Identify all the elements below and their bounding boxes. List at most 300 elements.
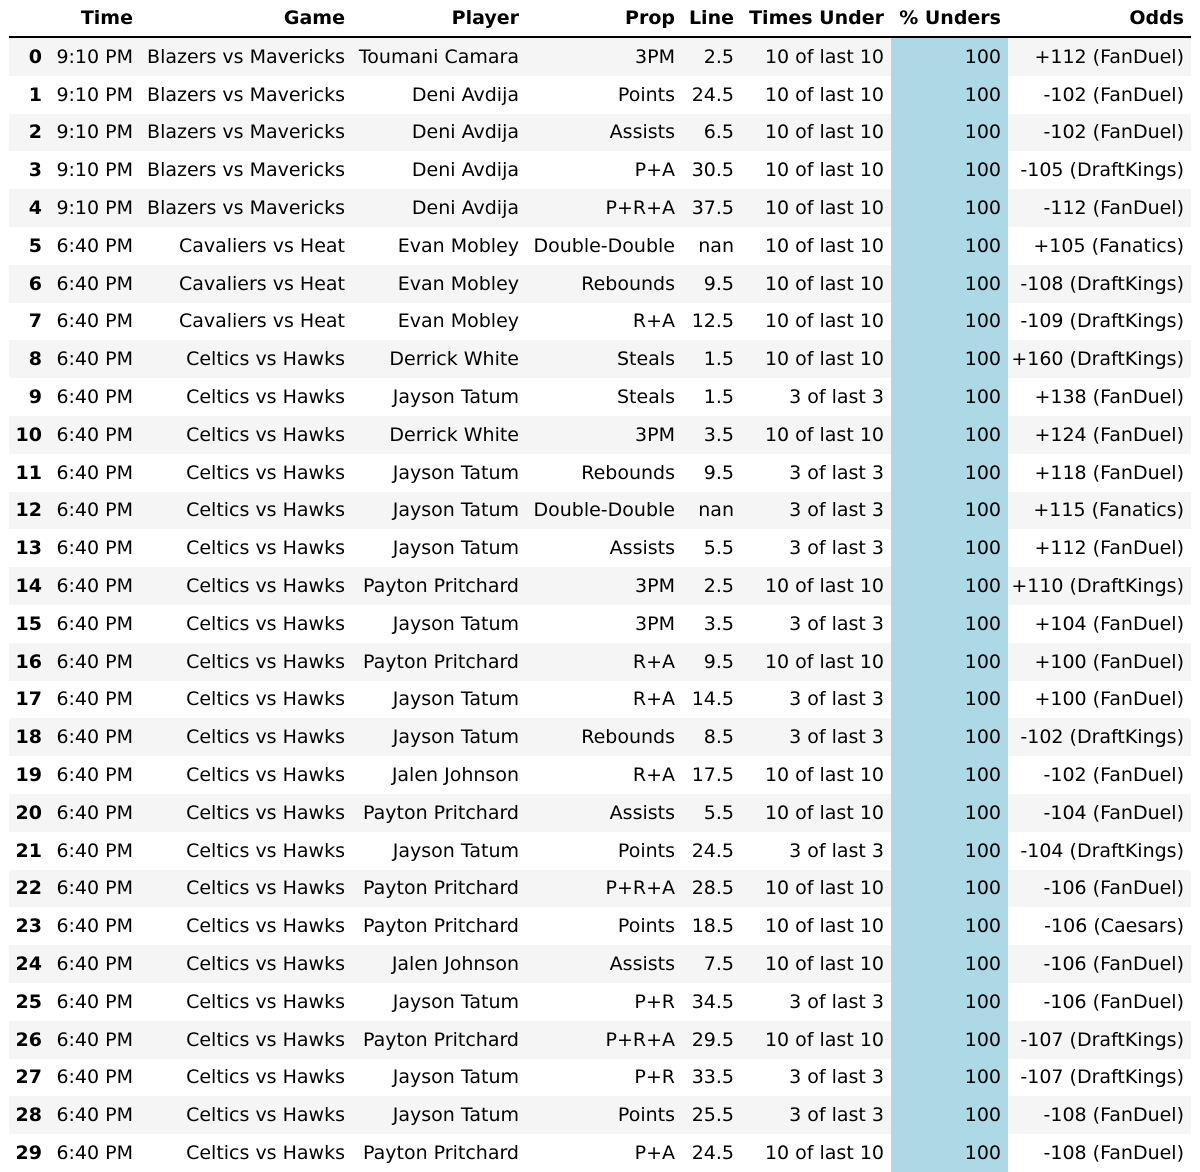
prop-cell: R+A <box>526 303 682 341</box>
prop-cell: Points <box>526 832 682 870</box>
times-under-cell: 10 of last 10 <box>741 907 891 945</box>
time-cell: 6:40 PM <box>49 378 140 416</box>
times-under-cell: 3 of last 3 <box>741 983 891 1021</box>
row-index: 16 <box>9 643 49 681</box>
row-index: 15 <box>9 605 49 643</box>
row-index: 10 <box>9 416 49 454</box>
table-row <box>9 189 1191 227</box>
time-cell: 6:40 PM <box>49 832 140 870</box>
prop-cell: P+R+A <box>526 189 682 227</box>
pct-unders-cell: 100 <box>891 76 1008 114</box>
table-row <box>9 832 1191 870</box>
game-cell: Celtics vs Hawks <box>140 567 352 605</box>
row-index: 26 <box>9 1021 49 1059</box>
line-cell: 24.5 <box>682 1134 741 1172</box>
table-row <box>9 794 1191 832</box>
game-cell: Celtics vs Hawks <box>140 340 352 378</box>
player-cell: Derrick White <box>352 340 526 378</box>
line-cell: 34.5 <box>682 983 741 1021</box>
player-cell: Deni Avdija <box>352 114 526 152</box>
player-cell: Evan Mobley <box>352 227 526 265</box>
line-cell: 12.5 <box>682 303 741 341</box>
times-under-cell: 10 of last 10 <box>741 756 891 794</box>
row-index: 0 <box>9 37 49 76</box>
pct-unders-cell: 100 <box>891 303 1008 341</box>
game-cell: Celtics vs Hawks <box>140 907 352 945</box>
times-under-cell: 10 of last 10 <box>741 37 891 76</box>
table-row <box>9 416 1191 454</box>
times-under-cell: 3 of last 3 <box>741 1059 891 1097</box>
pct-unders-cell: 100 <box>891 265 1008 303</box>
pct-unders-cell: 100 <box>891 416 1008 454</box>
line-cell: 1.5 <box>682 340 741 378</box>
table-row <box>9 492 1191 530</box>
player-cell: Jayson Tatum <box>352 529 526 567</box>
game-cell: Celtics vs Hawks <box>140 1134 352 1172</box>
prop-cell: R+A <box>526 681 682 719</box>
time-cell: 6:40 PM <box>49 454 140 492</box>
row-index: 2 <box>9 114 49 152</box>
row-index: 28 <box>9 1096 49 1134</box>
time-cell: 9:10 PM <box>49 76 140 114</box>
game-cell: Celtics vs Hawks <box>140 1059 352 1097</box>
row-index: 14 <box>9 567 49 605</box>
pct-unders-cell: 100 <box>891 832 1008 870</box>
player-cell: Jalen Johnson <box>352 756 526 794</box>
time-cell: 9:10 PM <box>49 37 140 76</box>
pct-unders-cell: 100 <box>891 907 1008 945</box>
prop-cell: 3PM <box>526 416 682 454</box>
odds-cell: +138 (FanDuel) <box>1008 378 1191 416</box>
line-cell: 5.5 <box>682 794 741 832</box>
table-body <box>9 37 1191 1172</box>
game-cell: Celtics vs Hawks <box>140 794 352 832</box>
table-row <box>9 303 1191 341</box>
table-row <box>9 1096 1191 1134</box>
times-under-cell: 3 of last 3 <box>741 492 891 530</box>
table-row <box>9 945 1191 983</box>
odds-cell: -112 (FanDuel) <box>1008 189 1191 227</box>
row-index: 27 <box>9 1059 49 1097</box>
player-cell: Payton Pritchard <box>352 643 526 681</box>
player-cell: Jayson Tatum <box>352 454 526 492</box>
props-table <box>9 0 1191 1172</box>
game-cell: Blazers vs Mavericks <box>140 114 352 152</box>
pct-unders-cell: 100 <box>891 718 1008 756</box>
times-under-cell: 10 of last 10 <box>741 265 891 303</box>
pct-unders-cell: 100 <box>891 340 1008 378</box>
game-cell: Celtics vs Hawks <box>140 643 352 681</box>
time-cell: 6:40 PM <box>49 718 140 756</box>
game-cell: Cavaliers vs Heat <box>140 227 352 265</box>
table-row <box>9 529 1191 567</box>
header-odds: Odds <box>1008 0 1191 37</box>
game-cell: Blazers vs Mavericks <box>140 151 352 189</box>
pct-unders-cell: 100 <box>891 1134 1008 1172</box>
row-index: 9 <box>9 378 49 416</box>
player-cell: Jayson Tatum <box>352 832 526 870</box>
prop-cell: Assists <box>526 529 682 567</box>
odds-cell: -108 (DraftKings) <box>1008 265 1191 303</box>
game-cell: Blazers vs Mavericks <box>140 76 352 114</box>
pct-unders-cell: 100 <box>891 454 1008 492</box>
prop-cell: R+A <box>526 756 682 794</box>
row-index: 20 <box>9 794 49 832</box>
row-index: 1 <box>9 76 49 114</box>
pct-unders-cell: 100 <box>891 643 1008 681</box>
prop-cell: 3PM <box>526 37 682 76</box>
pct-unders-cell: 100 <box>891 151 1008 189</box>
odds-cell: -102 (FanDuel) <box>1008 114 1191 152</box>
prop-cell: P+R <box>526 1059 682 1097</box>
row-index: 13 <box>9 529 49 567</box>
odds-cell: -107 (DraftKings) <box>1008 1059 1191 1097</box>
time-cell: 6:40 PM <box>49 643 140 681</box>
game-cell: Cavaliers vs Heat <box>140 303 352 341</box>
pct-unders-cell: 100 <box>891 1059 1008 1097</box>
prop-cell: 3PM <box>526 605 682 643</box>
game-cell: Celtics vs Hawks <box>140 1021 352 1059</box>
row-index: 29 <box>9 1134 49 1172</box>
time-cell: 6:40 PM <box>49 983 140 1021</box>
row-index: 3 <box>9 151 49 189</box>
prop-cell: Steals <box>526 378 682 416</box>
time-cell: 6:40 PM <box>49 756 140 794</box>
player-cell: Jayson Tatum <box>352 718 526 756</box>
times-under-cell: 10 of last 10 <box>741 114 891 152</box>
row-index: 5 <box>9 227 49 265</box>
time-cell: 9:10 PM <box>49 189 140 227</box>
pct-unders-cell: 100 <box>891 492 1008 530</box>
line-cell: 24.5 <box>682 832 741 870</box>
prop-cell: Double-Double <box>526 227 682 265</box>
pct-unders-cell: 100 <box>891 794 1008 832</box>
odds-cell: +160 (DraftKings) <box>1008 340 1191 378</box>
prop-cell: Points <box>526 76 682 114</box>
line-cell: 1.5 <box>682 378 741 416</box>
prop-cell: P+R+A <box>526 1021 682 1059</box>
time-cell: 9:10 PM <box>49 114 140 152</box>
times-under-cell: 10 of last 10 <box>741 151 891 189</box>
line-cell: 30.5 <box>682 151 741 189</box>
time-cell: 6:40 PM <box>49 1096 140 1134</box>
odds-cell: +112 (FanDuel) <box>1008 37 1191 76</box>
times-under-cell: 3 of last 3 <box>741 832 891 870</box>
table-row <box>9 227 1191 265</box>
line-cell: 7.5 <box>682 945 741 983</box>
times-under-cell: 10 of last 10 <box>741 227 891 265</box>
player-cell: Deni Avdija <box>352 189 526 227</box>
table-row <box>9 454 1191 492</box>
player-cell: Payton Pritchard <box>352 794 526 832</box>
table-row <box>9 265 1191 303</box>
odds-cell: -102 (DraftKings) <box>1008 718 1191 756</box>
player-cell: Payton Pritchard <box>352 1134 526 1172</box>
line-cell: 25.5 <box>682 1096 741 1134</box>
header-times-under: Times Under <box>741 0 891 37</box>
table-row <box>9 718 1191 756</box>
odds-cell: -102 (FanDuel) <box>1008 756 1191 794</box>
odds-cell: -109 (DraftKings) <box>1008 303 1191 341</box>
game-cell: Celtics vs Hawks <box>140 605 352 643</box>
time-cell: 6:40 PM <box>49 492 140 530</box>
table-row <box>9 76 1191 114</box>
game-cell: Celtics vs Hawks <box>140 529 352 567</box>
odds-cell: -108 (FanDuel) <box>1008 1134 1191 1172</box>
line-cell: 8.5 <box>682 718 741 756</box>
prop-cell: R+A <box>526 643 682 681</box>
row-index: 23 <box>9 907 49 945</box>
line-cell: 9.5 <box>682 265 741 303</box>
row-index: 24 <box>9 945 49 983</box>
prop-cell: P+R <box>526 983 682 1021</box>
prop-cell: P+A <box>526 151 682 189</box>
game-cell: Celtics vs Hawks <box>140 756 352 794</box>
times-under-cell: 10 of last 10 <box>741 794 891 832</box>
time-cell: 6:40 PM <box>49 907 140 945</box>
odds-cell: -104 (FanDuel) <box>1008 794 1191 832</box>
pct-unders-cell: 100 <box>891 983 1008 1021</box>
time-cell: 6:40 PM <box>49 945 140 983</box>
table-row <box>9 1134 1191 1172</box>
prop-cell: Points <box>526 907 682 945</box>
pct-unders-cell: 100 <box>891 529 1008 567</box>
line-cell: 9.5 <box>682 643 741 681</box>
prop-cell: Rebounds <box>526 265 682 303</box>
game-cell: Celtics vs Hawks <box>140 870 352 908</box>
odds-cell: -105 (DraftKings) <box>1008 151 1191 189</box>
table-row <box>9 567 1191 605</box>
player-cell: Jayson Tatum <box>352 378 526 416</box>
player-cell: Jayson Tatum <box>352 681 526 719</box>
header-prop: Prop <box>526 0 682 37</box>
header-line: Line <box>682 0 741 37</box>
game-cell: Blazers vs Mavericks <box>140 37 352 76</box>
line-cell: 3.5 <box>682 605 741 643</box>
times-under-cell: 10 of last 10 <box>741 340 891 378</box>
table-row <box>9 756 1191 794</box>
times-under-cell: 3 of last 3 <box>741 1096 891 1134</box>
game-cell: Blazers vs Mavericks <box>140 189 352 227</box>
odds-cell: +118 (FanDuel) <box>1008 454 1191 492</box>
pct-unders-cell: 100 <box>891 605 1008 643</box>
player-cell: Jayson Tatum <box>352 1059 526 1097</box>
pct-unders-cell: 100 <box>891 945 1008 983</box>
time-cell: 6:40 PM <box>49 416 140 454</box>
line-cell: 14.5 <box>682 681 741 719</box>
times-under-cell: 10 of last 10 <box>741 416 891 454</box>
line-cell: 9.5 <box>682 454 741 492</box>
prop-cell: P+A <box>526 1134 682 1172</box>
player-cell: Jayson Tatum <box>352 605 526 643</box>
times-under-cell: 3 of last 3 <box>741 681 891 719</box>
odds-cell: -102 (FanDuel) <box>1008 76 1191 114</box>
prop-cell: Points <box>526 1096 682 1134</box>
player-cell: Deni Avdija <box>352 76 526 114</box>
player-cell: Jayson Tatum <box>352 983 526 1021</box>
pct-unders-cell: 100 <box>891 114 1008 152</box>
odds-cell: -106 (FanDuel) <box>1008 983 1191 1021</box>
header-pct-unders: % Unders <box>891 0 1008 37</box>
pct-unders-cell: 100 <box>891 37 1008 76</box>
pct-unders-cell: 100 <box>891 227 1008 265</box>
time-cell: 6:40 PM <box>49 1059 140 1097</box>
line-cell: 2.5 <box>682 37 741 76</box>
row-index: 18 <box>9 718 49 756</box>
pct-unders-cell: 100 <box>891 681 1008 719</box>
row-index: 11 <box>9 454 49 492</box>
times-under-cell: 10 of last 10 <box>741 76 891 114</box>
game-cell: Celtics vs Hawks <box>140 492 352 530</box>
game-cell: Celtics vs Hawks <box>140 718 352 756</box>
table-row <box>9 37 1191 76</box>
pct-unders-cell: 100 <box>891 756 1008 794</box>
row-index: 12 <box>9 492 49 530</box>
pct-unders-cell: 100 <box>891 1021 1008 1059</box>
header-index <box>9 0 49 37</box>
player-cell: Payton Pritchard <box>352 567 526 605</box>
time-cell: 9:10 PM <box>49 151 140 189</box>
odds-cell: -108 (FanDuel) <box>1008 1096 1191 1134</box>
player-cell: Jayson Tatum <box>352 492 526 530</box>
times-under-cell: 10 of last 10 <box>741 870 891 908</box>
time-cell: 6:40 PM <box>49 794 140 832</box>
times-under-cell: 10 of last 10 <box>741 1134 891 1172</box>
time-cell: 6:40 PM <box>49 681 140 719</box>
row-index: 25 <box>9 983 49 1021</box>
line-cell: 37.5 <box>682 189 741 227</box>
time-cell: 6:40 PM <box>49 265 140 303</box>
player-cell: Deni Avdija <box>352 151 526 189</box>
prop-cell: Assists <box>526 114 682 152</box>
odds-cell: +104 (FanDuel) <box>1008 605 1191 643</box>
line-cell: 24.5 <box>682 76 741 114</box>
odds-cell: -106 (Caesars) <box>1008 907 1191 945</box>
odds-cell: +124 (FanDuel) <box>1008 416 1191 454</box>
times-under-cell: 10 of last 10 <box>741 567 891 605</box>
times-under-cell: 10 of last 10 <box>741 945 891 983</box>
prop-cell: P+R+A <box>526 870 682 908</box>
game-cell: Celtics vs Hawks <box>140 832 352 870</box>
header-game: Game <box>140 0 352 37</box>
table-row <box>9 1021 1191 1059</box>
header-time: Time <box>49 0 140 37</box>
prop-cell: Double-Double <box>526 492 682 530</box>
pct-unders-cell: 100 <box>891 189 1008 227</box>
odds-cell: +100 (FanDuel) <box>1008 681 1191 719</box>
odds-cell: +110 (DraftKings) <box>1008 567 1191 605</box>
odds-cell: -106 (FanDuel) <box>1008 945 1191 983</box>
game-cell: Celtics vs Hawks <box>140 681 352 719</box>
table-row <box>9 114 1191 152</box>
row-index: 8 <box>9 340 49 378</box>
line-cell: 18.5 <box>682 907 741 945</box>
time-cell: 6:40 PM <box>49 340 140 378</box>
time-cell: 6:40 PM <box>49 605 140 643</box>
game-cell: Celtics vs Hawks <box>140 945 352 983</box>
odds-cell: +112 (FanDuel) <box>1008 529 1191 567</box>
times-under-cell: 3 of last 3 <box>741 454 891 492</box>
game-cell: Cavaliers vs Heat <box>140 265 352 303</box>
times-under-cell: 10 of last 10 <box>741 643 891 681</box>
times-under-cell: 10 of last 10 <box>741 303 891 341</box>
line-cell: 17.5 <box>682 756 741 794</box>
table-row <box>9 643 1191 681</box>
times-under-cell: 3 of last 3 <box>741 605 891 643</box>
table-row <box>9 1059 1191 1097</box>
props-table-container <box>9 0 1191 1172</box>
player-cell: Jalen Johnson <box>352 945 526 983</box>
player-cell: Evan Mobley <box>352 303 526 341</box>
prop-cell: Steals <box>526 340 682 378</box>
row-index: 6 <box>9 265 49 303</box>
pct-unders-cell: 100 <box>891 567 1008 605</box>
time-cell: 6:40 PM <box>49 870 140 908</box>
odds-cell: -104 (DraftKings) <box>1008 832 1191 870</box>
line-cell: 5.5 <box>682 529 741 567</box>
table-row <box>9 605 1191 643</box>
line-cell: nan <box>682 492 741 530</box>
player-cell: Payton Pritchard <box>352 870 526 908</box>
table-row <box>9 870 1191 908</box>
player-cell: Jayson Tatum <box>352 1096 526 1134</box>
time-cell: 6:40 PM <box>49 303 140 341</box>
game-cell: Celtics vs Hawks <box>140 1096 352 1134</box>
line-cell: 2.5 <box>682 567 741 605</box>
player-cell: Payton Pritchard <box>352 907 526 945</box>
prop-cell: 3PM <box>526 567 682 605</box>
times-under-cell: 3 of last 3 <box>741 378 891 416</box>
row-index: 19 <box>9 756 49 794</box>
time-cell: 6:40 PM <box>49 1134 140 1172</box>
line-cell: 3.5 <box>682 416 741 454</box>
game-cell: Celtics vs Hawks <box>140 378 352 416</box>
player-cell: Toumani Camara <box>352 37 526 76</box>
times-under-cell: 10 of last 10 <box>741 189 891 227</box>
row-index: 7 <box>9 303 49 341</box>
odds-cell: +115 (Fanatics) <box>1008 492 1191 530</box>
line-cell: nan <box>682 227 741 265</box>
time-cell: 6:40 PM <box>49 529 140 567</box>
times-under-cell: 3 of last 3 <box>741 529 891 567</box>
line-cell: 6.5 <box>682 114 741 152</box>
game-cell: Celtics vs Hawks <box>140 416 352 454</box>
player-cell: Payton Pritchard <box>352 1021 526 1059</box>
row-index: 22 <box>9 870 49 908</box>
game-cell: Celtics vs Hawks <box>140 983 352 1021</box>
pct-unders-cell: 100 <box>891 870 1008 908</box>
times-under-cell: 3 of last 3 <box>741 718 891 756</box>
pct-unders-cell: 100 <box>891 1096 1008 1134</box>
header-row <box>9 0 1191 37</box>
time-cell: 6:40 PM <box>49 567 140 605</box>
table-row <box>9 378 1191 416</box>
row-index: 4 <box>9 189 49 227</box>
odds-cell: -106 (FanDuel) <box>1008 870 1191 908</box>
row-index: 21 <box>9 832 49 870</box>
pct-unders-cell: 100 <box>891 378 1008 416</box>
table-row <box>9 151 1191 189</box>
table-row <box>9 907 1191 945</box>
line-cell: 33.5 <box>682 1059 741 1097</box>
table-row <box>9 983 1191 1021</box>
table-row <box>9 681 1191 719</box>
prop-cell: Assists <box>526 794 682 832</box>
player-cell: Evan Mobley <box>352 265 526 303</box>
row-index: 17 <box>9 681 49 719</box>
line-cell: 29.5 <box>682 1021 741 1059</box>
prop-cell: Rebounds <box>526 454 682 492</box>
